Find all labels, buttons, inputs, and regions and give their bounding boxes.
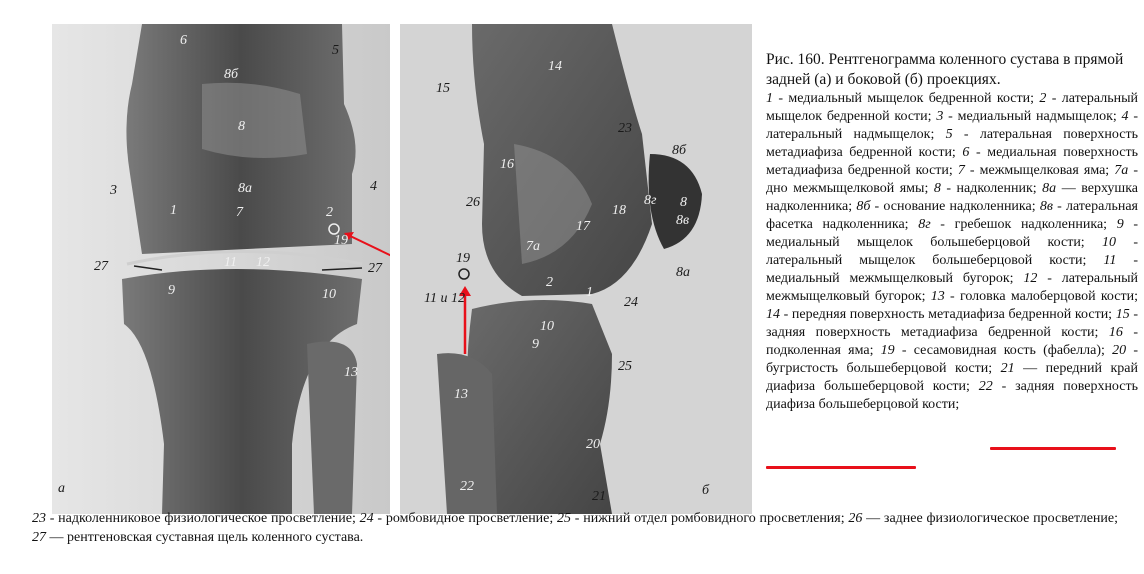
legend-text: - гребешок надколенника; (930, 217, 1117, 232)
label-1-r: 1 (586, 285, 593, 300)
label-24: 24 (624, 295, 638, 310)
legend-text: - задняя поверхность метадиафиза бедренной кости; (766, 307, 1138, 340)
label-13: 13 (344, 365, 358, 380)
legend-text: - медиальный межмыщелковый бугорок; (766, 253, 1138, 286)
label-10: 10 (322, 287, 336, 302)
legend-item (766, 91, 1039, 106)
legend-number: 24 (359, 511, 374, 526)
label-19-r: 19 (456, 251, 470, 266)
legend-number: 26 (848, 511, 863, 526)
legend-text: - латеральный межмыщелковый бугорок; (766, 271, 1138, 304)
legend-text: — верхушка надколенника; (766, 181, 1138, 214)
caption-title: Рис. 160. Рентгенограмма коленного сустава в прямой задней (а) и боковой (б) проекциях. (766, 51, 1124, 88)
label-b: б (702, 483, 710, 498)
label-11: 11 (224, 255, 237, 270)
legend-text: — рентгеновская суставная щель коленного сустава. (46, 530, 364, 545)
legend-item (881, 343, 1112, 358)
legend-item (360, 511, 557, 526)
legend-item (32, 511, 360, 526)
label-12: 12 (256, 255, 270, 270)
legend-item (766, 307, 1116, 322)
legend-text: - латеральная фасетка надколенника; (766, 199, 1138, 232)
legend-number: 23 (32, 511, 46, 526)
legend-text: - медиальная поверхность метадиафиза бедренной кости; (766, 145, 1138, 178)
legend-number: 19 (880, 343, 895, 358)
legend-text: - нижний отдел ромбовидного просветления; (571, 511, 849, 526)
legend-text: - надколенник; (940, 181, 1043, 196)
label-9: 9 (168, 283, 175, 298)
highlight-underline-1 (990, 447, 1116, 450)
legend-number: 16 (1108, 325, 1123, 340)
legend-text: — передний край диафиза большеберцовой кости; (766, 361, 1138, 394)
caption-continuation (32, 509, 1118, 547)
legend-text: - передняя поверхность метадиафиза бедренной кости; (780, 307, 1116, 322)
legend-item (32, 530, 363, 545)
legend-item (856, 199, 1040, 214)
label-14: 14 (548, 59, 562, 74)
legend-item (934, 181, 1042, 196)
legend-number: 15 (1115, 307, 1130, 322)
legend-number: 8б (856, 199, 871, 214)
xray-figure (52, 24, 752, 514)
label-27b: 27 (368, 261, 382, 276)
label-4: 4 (370, 179, 377, 194)
legend-text: - основание надколенника; (870, 199, 1040, 214)
legend-number: 8г (918, 217, 931, 232)
legend-item (958, 163, 1114, 178)
label-8g: 8г (644, 193, 657, 208)
legend-number: 10 (1102, 235, 1117, 250)
legend-number: 9 (1116, 217, 1124, 232)
label-11-12: 11 и 12 (424, 291, 465, 306)
legend-text: — заднее физиологическое просветление; (862, 511, 1119, 526)
legend-item (557, 511, 848, 526)
legend-number: 13 (930, 289, 945, 304)
legend-text: - латеральный мыщелок большеберцовой кости; (766, 235, 1138, 268)
legend-number: 5 (945, 127, 953, 142)
legend-number: 25 (557, 511, 572, 526)
xray-illustration (52, 24, 752, 514)
caption-legend (766, 90, 1138, 414)
legend-number: 7 (957, 163, 965, 178)
legend-text: - задняя поверхность диафиза большеберцовой кости; (766, 379, 1138, 412)
label-25: 25 (618, 359, 632, 374)
label-13-r: 13 (454, 387, 468, 402)
label-2-r: 2 (546, 275, 553, 290)
label-8v: 8в (676, 213, 690, 228)
legend-item (931, 289, 1138, 304)
legend-text: - латеральный мыщелок бедренной кости; (766, 91, 1138, 124)
legend-number: 21 (1000, 361, 1015, 376)
legend-text: - медиальный надмыщелок; (943, 109, 1122, 124)
label-27: 27 (94, 259, 108, 274)
legend-number: 1 (766, 91, 773, 106)
label-2: 2 (326, 205, 333, 220)
legend-item (936, 109, 1121, 124)
legend-number: 8 (933, 181, 941, 196)
legend-text: - межмыщелковая яма; (964, 163, 1115, 178)
patella-a (202, 83, 307, 158)
label-16: 16 (500, 157, 514, 172)
label-20: 20 (586, 437, 600, 452)
legend-text: - медиальный мыщелок бедренной кости; (773, 91, 1040, 106)
legend-number: 7а (1114, 163, 1129, 178)
label-18: 18 (612, 203, 626, 218)
legend-number: 20 (1112, 343, 1127, 358)
legend-number: 14 (766, 307, 780, 322)
legend-number: 8в (1039, 199, 1053, 214)
legend-number: 6 (962, 145, 970, 160)
label-8: 8 (238, 119, 245, 134)
label-7a: 7а (526, 239, 540, 254)
label-5: 5 (332, 43, 339, 58)
label-8a: 8а (238, 181, 252, 196)
legend-text: - латеральная поверхность метадиафиза бедренной кости; (766, 127, 1138, 160)
legend-text: - ромбовидное просветление; (373, 511, 558, 526)
legend-number: 4 (1121, 109, 1129, 124)
label-8b-r: 8б (672, 143, 687, 158)
label-17: 17 (576, 219, 590, 234)
label-21: 21 (592, 489, 606, 504)
legend-text: - головка малоберцовой кости; (944, 289, 1138, 304)
legend-text: - латеральный надмыщелок; (766, 109, 1138, 142)
legend-text: - сесамовидная кость (фабелла); (894, 343, 1113, 358)
label-3: 3 (110, 183, 117, 198)
label-26: 26 (466, 195, 480, 210)
legend-text: - медиальный мыщелок большеберцовой кости; (766, 217, 1138, 250)
label-22: 22 (460, 479, 474, 494)
legend-text: - подколенная яма; (766, 325, 1138, 358)
legend-number: 12 (1023, 271, 1038, 286)
label-23: 23 (618, 121, 632, 136)
label-8a-r: 8а (676, 265, 690, 280)
label-1: 1 (170, 203, 177, 218)
legend-number: 3 (936, 109, 944, 124)
label-8-r: 8 (680, 195, 687, 210)
legend-item (848, 511, 1118, 526)
legend-number: 8а (1042, 181, 1057, 196)
highlight-underline-2 (766, 466, 916, 469)
label-7: 7 (236, 205, 243, 220)
legend-item (918, 217, 1116, 232)
label-6: 6 (180, 33, 187, 48)
legend-text: - бугристость большеберцовой кости; (766, 343, 1138, 376)
legend-number: 11 (1103, 253, 1117, 268)
label-8b: 8б (224, 67, 239, 82)
legend-text: - надколенниковое физиологическое просветление; (46, 511, 360, 526)
label-9-r: 9 (532, 337, 539, 352)
figure-caption (766, 50, 1138, 414)
legend-number: 27 (32, 530, 46, 545)
label-a: а (58, 481, 65, 496)
legend-number: 22 (978, 379, 993, 394)
label-19: 19 (334, 233, 348, 248)
label-10-r: 10 (540, 319, 554, 334)
legend-number: 2 (1039, 91, 1047, 106)
legend-text: - дно межмыщелковой ямы; (766, 163, 1138, 196)
label-15: 15 (436, 81, 450, 96)
